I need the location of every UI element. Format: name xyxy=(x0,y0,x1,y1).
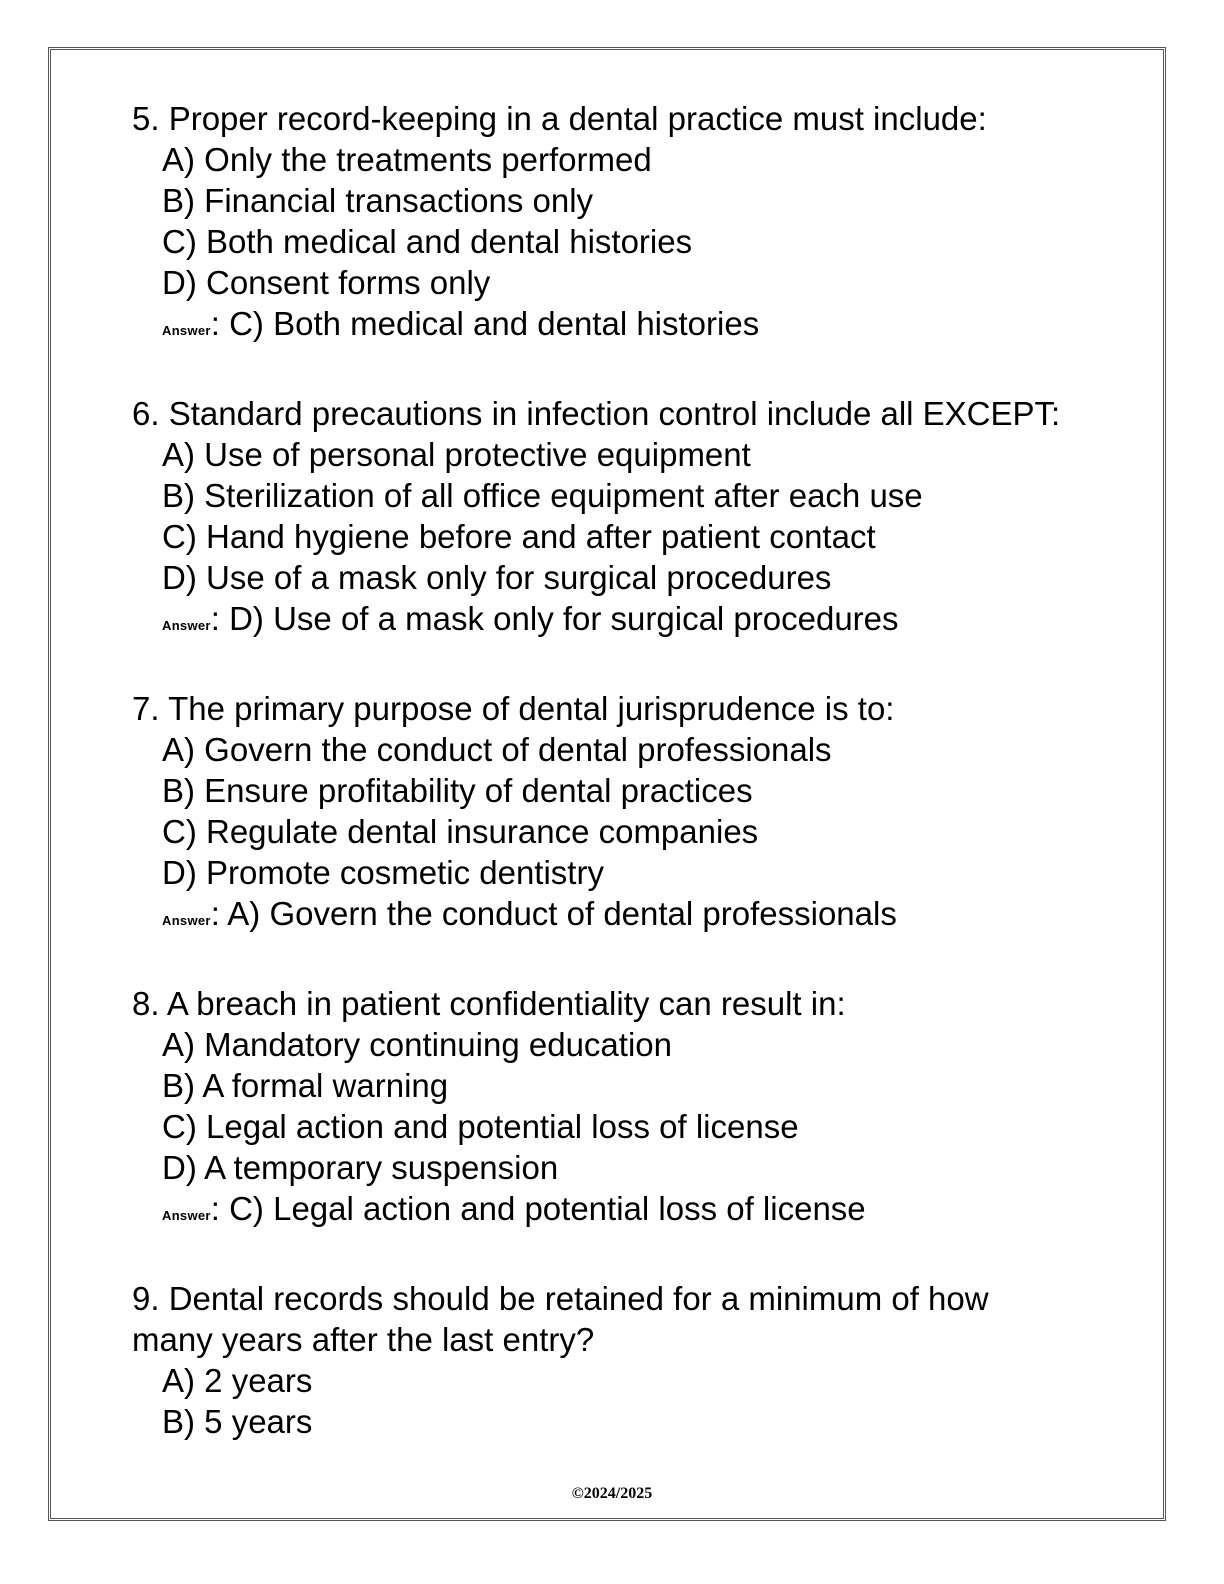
answer-text: : A) Govern the conduct of dental professionals xyxy=(210,895,897,932)
copyright-footer: ©2024/2025 xyxy=(571,1485,653,1502)
option-c: C) Regulate dental insurance companies xyxy=(162,813,759,850)
option-a: A) Only the treatments performed xyxy=(162,141,652,178)
option-a: A) Use of personal protective equipment xyxy=(162,436,751,473)
option-b: B) 5 years xyxy=(162,1403,313,1440)
question-text: 7. The primary purpose of dental jurisprudence is to: xyxy=(132,690,895,727)
question-text: 5. Proper record-keeping in a dental practice must include: xyxy=(132,100,987,137)
option-b: B) A formal warning xyxy=(162,1067,449,1104)
option-d: D) A temporary suspension xyxy=(162,1149,559,1186)
question-6 xyxy=(132,393,1072,646)
option-c: C) Both medical and dental histories xyxy=(162,223,693,260)
option-b: B) Ensure profitability of dental practices xyxy=(162,772,753,809)
option-a: A) Mandatory continuing education xyxy=(162,1026,672,1063)
question-9 xyxy=(132,1278,1072,1442)
question-7 xyxy=(132,688,1072,941)
option-a: A) 2 years xyxy=(162,1362,313,1399)
option-c: C) Legal action and potential loss of license xyxy=(162,1108,799,1145)
answer-text: : D) Use of a mask only for surgical procedures xyxy=(210,600,899,637)
answer-label: Answer xyxy=(162,1208,211,1223)
question-8 xyxy=(132,983,1072,1236)
question-text: 8. A breach in patient confidentiality can result in: xyxy=(132,985,846,1022)
answer-label: Answer xyxy=(162,323,211,338)
question-list xyxy=(132,98,1072,1484)
answer-line xyxy=(162,1188,1072,1236)
answer-label: Answer xyxy=(162,913,211,928)
option-b: B) Financial transactions only xyxy=(162,182,594,219)
question-text: 6. Standard precautions in infection control include all EXCEPT: xyxy=(132,395,1061,432)
answer-text: : C) Legal action and potential loss of license xyxy=(210,1190,866,1227)
option-d: D) Consent forms only xyxy=(162,264,491,301)
option-d: D) Promote cosmetic dentistry xyxy=(162,854,604,891)
answer-line xyxy=(162,893,1072,941)
option-a: A) Govern the conduct of dental professionals xyxy=(162,731,832,768)
answer-text: : C) Both medical and dental histories xyxy=(210,305,760,342)
question-text: 9. Dental records should be retained for a minimum of how many years after the last entry? xyxy=(132,1280,989,1358)
answer-line xyxy=(162,598,1072,646)
option-c: C) Hand hygiene before and after patient contact xyxy=(162,518,876,555)
answer-label: Answer xyxy=(162,618,211,633)
option-b: B) Sterilization of all office equipment after each use xyxy=(162,477,923,514)
answer-line xyxy=(162,303,1072,351)
option-d: D) Use of a mask only for surgical procedures xyxy=(162,559,832,596)
question-5 xyxy=(132,98,1072,351)
